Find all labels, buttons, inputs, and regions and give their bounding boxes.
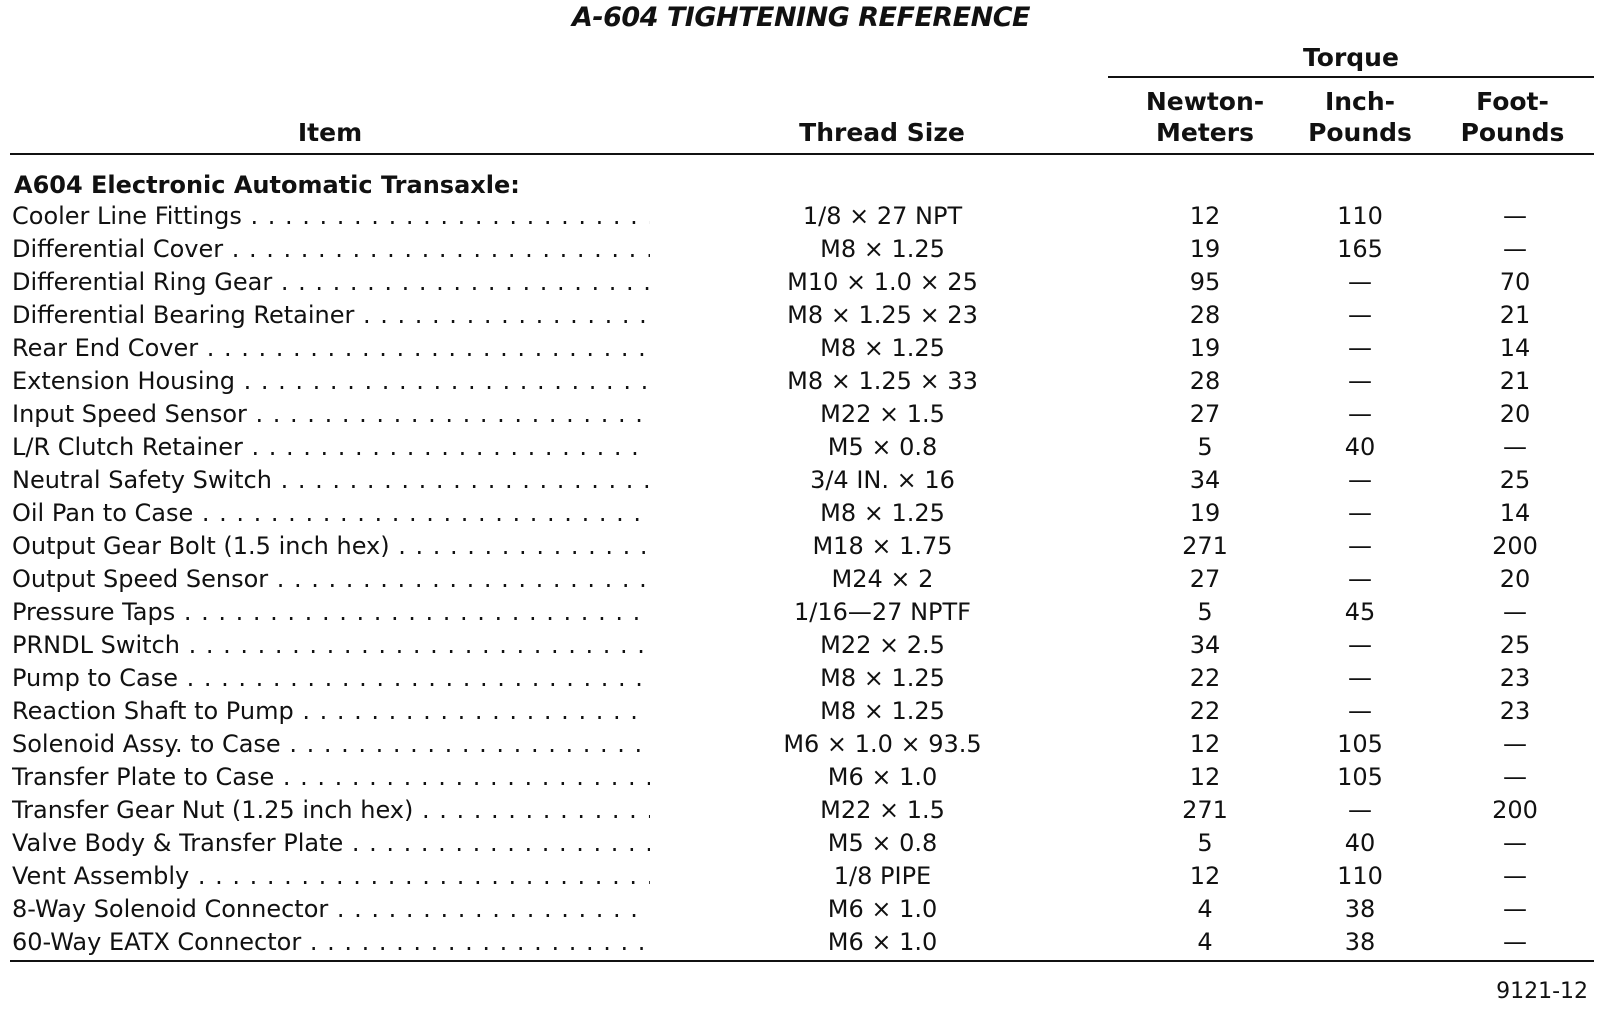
item-name: 8-Way Solenoid Connector . . . — [12, 893, 650, 926]
item-name: Neutral Safety Switch . . . — [12, 464, 650, 497]
newton-meters-value: 27 — [1189, 565, 1221, 593]
inch-pounds-value: 110 — [1337, 862, 1383, 890]
inch-pounds-value: — — [1348, 367, 1372, 395]
item-name: Extension Housing . . . — [12, 365, 650, 398]
foot-pounds-column-header — [1440, 86, 1585, 148]
inch-pounds-value: — — [1348, 334, 1372, 362]
item-cell-clip — [0, 662, 650, 695]
item-name: Transfer Plate to Case . . . — [12, 761, 650, 794]
foot-pounds-value: 25 — [1499, 631, 1531, 659]
newton-meters-column-header — [1130, 86, 1280, 148]
inch-pounds-value: — — [1348, 565, 1372, 593]
table-row — [0, 497, 1602, 530]
thread-size: M6 × 1.0 × 93.5 — [783, 730, 982, 758]
torque-group-rule — [1108, 76, 1594, 78]
table-row — [0, 794, 1602, 827]
item-cell-clip — [0, 596, 650, 629]
newton-meters-value: 28 — [1189, 301, 1221, 329]
thread-size: M8 × 1.25 — [820, 664, 945, 692]
foot-pounds-value: — — [1503, 763, 1527, 791]
inch-pounds-value: 105 — [1337, 730, 1383, 758]
table-row — [0, 233, 1602, 266]
thread-size: M6 × 1.0 — [827, 763, 938, 791]
thread-size: M8 × 1.25 × 23 — [787, 301, 978, 329]
newton-meters-value: 19 — [1189, 499, 1221, 527]
newton-meters-value: 34 — [1189, 631, 1221, 659]
table-row — [0, 860, 1602, 893]
item-name: Input Speed Sensor . . . — [12, 398, 650, 431]
item-name: Output Speed Sensor . . . — [12, 563, 650, 596]
item-name: Rear End Cover . . . — [12, 332, 650, 365]
newton-meters-value: 28 — [1189, 367, 1221, 395]
newton-meters-value: 19 — [1189, 334, 1221, 362]
table-bottom-rule — [10, 960, 1594, 962]
foot-pounds-value: 14 — [1499, 499, 1531, 527]
newton-meters-value: 95 — [1189, 268, 1221, 296]
newton-meters-value: 4 — [1197, 928, 1213, 956]
foot-pounds-value: — — [1503, 598, 1527, 626]
item-cell-clip — [0, 695, 650, 728]
item-cell-clip — [0, 761, 650, 794]
thread-size: M8 × 1.25 — [820, 235, 945, 263]
item-name: L/R Clutch Retainer . . . — [12, 431, 650, 464]
foot-pounds-value: 200 — [1492, 532, 1538, 560]
foot-pounds-value: — — [1503, 862, 1527, 890]
header-rule — [10, 153, 1594, 155]
thread-size: M22 × 1.5 — [820, 400, 945, 428]
table-row — [0, 596, 1602, 629]
table-row — [0, 266, 1602, 299]
foot-pounds-value: 20 — [1499, 400, 1531, 428]
table-row — [0, 365, 1602, 398]
foot-pounds-value: — — [1503, 202, 1527, 230]
thread-size: 3/4 IN. × 16 — [810, 466, 955, 494]
inch-pounds-value: — — [1348, 466, 1372, 494]
table-row — [0, 530, 1602, 563]
inch-pounds-value: 105 — [1337, 763, 1383, 791]
item-name: Transfer Gear Nut (1.25 inch hex) . . . — [12, 794, 650, 827]
newton-meters-value: 271 — [1182, 532, 1228, 560]
item-name: Vent Assembly . . . — [12, 860, 650, 893]
table-row — [0, 332, 1602, 365]
thread-size: M18 × 1.75 — [812, 532, 953, 560]
foot-pounds-value: 23 — [1499, 697, 1531, 725]
table-row — [0, 893, 1602, 926]
item-cell-clip — [0, 365, 650, 398]
inch-pounds-value: — — [1348, 796, 1372, 824]
item-cell-clip — [0, 266, 650, 299]
newton-meters-value: 4 — [1197, 895, 1213, 923]
newton-meters-value: 34 — [1189, 466, 1221, 494]
inch-pounds-value: 165 — [1337, 235, 1383, 263]
table-row — [0, 695, 1602, 728]
inch-pounds-value: — — [1348, 664, 1372, 692]
torque-table-body — [0, 200, 1602, 959]
item-cell-clip — [0, 332, 650, 365]
inch-pounds-value: 110 — [1337, 202, 1383, 230]
thread-size: M8 × 1.25 — [820, 334, 945, 362]
inch-pounds-value: 45 — [1344, 598, 1376, 626]
inch-pounds-column-header — [1290, 86, 1430, 148]
thread-size: M8 × 1.25 — [820, 697, 945, 725]
foot-pounds-value: 70 — [1499, 268, 1531, 296]
foot-pounds-value: 23 — [1499, 664, 1531, 692]
table-row — [0, 761, 1602, 794]
item-cell-clip — [0, 893, 650, 926]
item-cell-clip — [0, 563, 650, 596]
foot-pounds-value: — — [1503, 730, 1527, 758]
thread-size: M5 × 0.8 — [827, 829, 938, 857]
newton-meters-value: 12 — [1189, 202, 1221, 230]
inch-pounds-value: — — [1348, 631, 1372, 659]
item-cell-clip — [0, 497, 650, 530]
thread-size: 1/8 PIPE — [833, 862, 932, 890]
item-name: Oil Pan to Case . . . — [12, 497, 650, 530]
table-row — [0, 200, 1602, 233]
item-cell-clip — [0, 530, 650, 563]
thread-size: M22 × 1.5 — [820, 796, 945, 824]
inch-pounds-value: — — [1348, 532, 1372, 560]
item-cell-clip — [0, 299, 650, 332]
thread-size: 1/8 × 27 NPT — [802, 202, 963, 230]
item-name: Differential Bearing Retainer . . . — [12, 299, 650, 332]
inch-pounds-value: — — [1348, 697, 1372, 725]
item-name: Pressure Taps . . . — [12, 596, 650, 629]
foot-pounds-value: — — [1503, 235, 1527, 263]
table-row — [0, 926, 1602, 959]
newton-meters-value: 22 — [1189, 664, 1221, 692]
item-cell-clip — [0, 464, 650, 497]
foot-pounds-value: 14 — [1499, 334, 1531, 362]
thread-size: M22 × 2.5 — [820, 631, 945, 659]
newton-meters-value: 12 — [1189, 730, 1221, 758]
foot-pounds-value: 200 — [1492, 796, 1538, 824]
newton-meters-value: 12 — [1189, 862, 1221, 890]
thread-size: 1/16—27 NPTF — [794, 598, 971, 626]
inch-pounds-header-line-2: Pounds — [1308, 118, 1412, 147]
newton-meters-value: 19 — [1189, 235, 1221, 263]
item-cell-clip — [0, 860, 650, 893]
inch-pounds-value: 38 — [1344, 895, 1376, 923]
table-row — [0, 827, 1602, 860]
inch-pounds-value: 38 — [1344, 928, 1376, 956]
inch-pounds-value: — — [1348, 301, 1372, 329]
thread-size-column-header: Thread Size — [799, 118, 965, 147]
newton-meters-value: 5 — [1197, 829, 1213, 857]
item-name: Cooler Line Fittings . . . — [12, 200, 650, 233]
inch-pounds-value: 40 — [1344, 829, 1376, 857]
item-name: 60-Way EATX Connector . . . — [12, 926, 650, 959]
item-name: Differential Ring Gear . . . — [12, 266, 650, 299]
item-name: Solenoid Assy. to Case . . . — [12, 728, 650, 761]
foot-pounds-value: — — [1503, 433, 1527, 461]
table-row — [0, 431, 1602, 464]
item-cell-clip — [0, 398, 650, 431]
foot-pounds-value: 20 — [1499, 565, 1531, 593]
foot-pounds-header-line-1: Foot- — [1476, 87, 1549, 116]
inch-pounds-value: — — [1348, 268, 1372, 296]
item-cell-clip — [0, 794, 650, 827]
thread-size: M8 × 1.25 × 33 — [787, 367, 978, 395]
foot-pounds-value: — — [1503, 829, 1527, 857]
inch-pounds-value: 40 — [1344, 433, 1376, 461]
document-title: A-604 TIGHTENING REFERENCE — [572, 2, 1030, 33]
table-row — [0, 563, 1602, 596]
table-row — [0, 464, 1602, 497]
foot-pounds-header-line-2: Pounds — [1460, 118, 1565, 147]
newton-meters-value: 27 — [1189, 400, 1221, 428]
inch-pounds-value: — — [1348, 499, 1372, 527]
section-title: A604 Electronic Automatic Transaxle: — [14, 171, 520, 199]
figure-number: 9121-12 — [1496, 979, 1588, 1004]
newton-meters-value: 271 — [1182, 796, 1228, 824]
newton-meters-value: 5 — [1197, 598, 1213, 626]
foot-pounds-value: — — [1503, 895, 1527, 923]
item-cell-clip — [0, 431, 650, 464]
foot-pounds-value: 21 — [1499, 367, 1531, 395]
item-cell-clip — [0, 233, 650, 266]
table-row — [0, 299, 1602, 332]
newton-meters-value: 22 — [1189, 697, 1221, 725]
item-name: Pump to Case . . . — [12, 662, 650, 695]
torque-group-header: Torque — [1303, 43, 1399, 72]
inch-pounds-header-line-1: Inch- — [1324, 87, 1396, 116]
item-cell-clip — [0, 827, 650, 860]
thread-size: M10 × 1.0 × 25 — [787, 268, 978, 296]
newton-meters-value: 12 — [1189, 763, 1221, 791]
thread-size: M24 × 2 — [831, 565, 934, 593]
item-name: Reaction Shaft to Pump . . . — [12, 695, 650, 728]
table-row — [0, 728, 1602, 761]
thread-size: M8 × 1.25 — [820, 499, 945, 527]
table-row — [0, 398, 1602, 431]
newton-meters-value: 5 — [1197, 433, 1213, 461]
foot-pounds-value: 25 — [1499, 466, 1531, 494]
thread-size: M6 × 1.0 — [827, 895, 938, 923]
newton-meters-header-line-1: Newton- — [1145, 87, 1265, 116]
thread-size: M6 × 1.0 — [827, 928, 938, 956]
newton-meters-header-line-2: Meters — [1156, 118, 1254, 147]
item-column-header: Item — [297, 118, 363, 147]
item-name: Valve Body & Transfer Plate . . . — [12, 827, 650, 860]
item-cell-clip — [0, 728, 650, 761]
table-row — [0, 662, 1602, 695]
item-name: PRNDL Switch . . . — [12, 629, 650, 662]
table-row — [0, 629, 1602, 662]
foot-pounds-value: 21 — [1499, 301, 1531, 329]
item-cell-clip — [0, 200, 650, 233]
item-name: Differential Cover . . . — [12, 233, 650, 266]
thread-size: M5 × 0.8 — [827, 433, 938, 461]
item-name: Output Gear Bolt (1.5 inch hex) . . . — [12, 530, 650, 563]
item-cell-clip — [0, 629, 650, 662]
foot-pounds-value: — — [1503, 928, 1527, 956]
inch-pounds-value: — — [1348, 400, 1372, 428]
item-cell-clip — [0, 926, 650, 959]
